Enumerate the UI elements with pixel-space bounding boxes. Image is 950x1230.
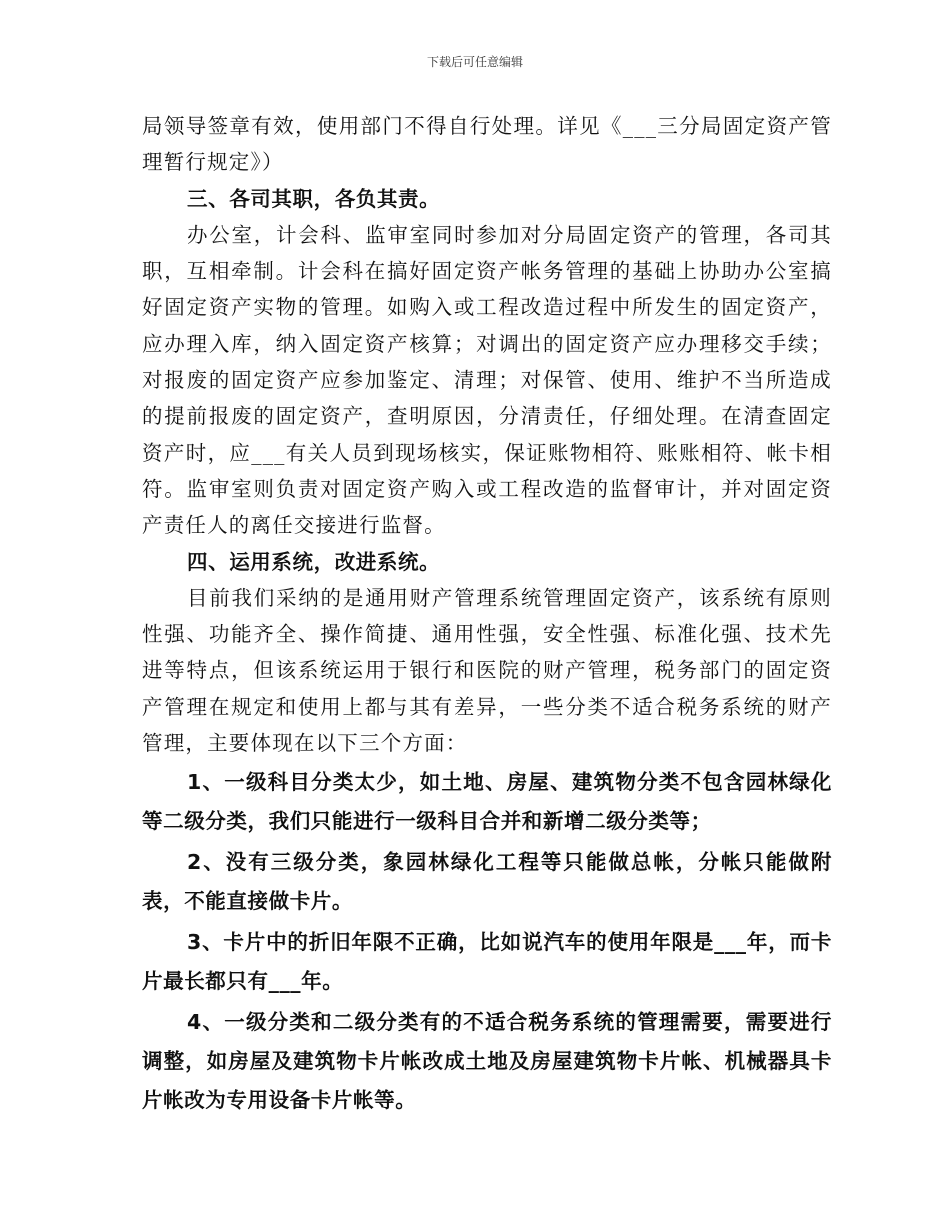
- list-item-1: 1、一级科目分类太少，如土地、房屋、建筑物分类不包含园林绿化等二级分类，我们只能进行一级科目合并和新增二级分类等；: [142, 770, 832, 834]
- paragraph-system: 目前我们采纳的是通用财产管理系统管理固定资产，该系统有原则性强、功能齐全、操作简捷、通用性强，安全性强、标准化强、技术先进等特点，但该系统运用于银行和医院的财产管理，税务部门的固定资产管理在规定和使用上都与其有差异，一些分类不适合税务系统的财产管理，主要体现在以下三个方面：: [142, 585, 832, 756]
- paragraph-responsibilities: 办公室，计会科、监审室同时参加对分局固定资产的管理，各司其职，互相牵制。计会科在搞好固定资产帐务管理的基础上协助办公室搞好固定资产实物的管理。如购入或工程改造过程中所发生的固定资产，应办理入库，纳入固定资产核算；对调出的固定资产应办理移交手续；对报废的固定资产应参加鉴定、清理；对保管、使用、维护不当所造成的提前报废的固定资产，查明原因，分清责任，仔细处理。在清查固定资产时，应___有关人员到现场核实，保证账物相符、账账相符、帐卡相符。监审室则负责对固定资产购入或工程改造的监督审计，并对固定资产责任人的离任交接进行监督。: [142, 222, 832, 538]
- page-header: 下载后可任意编辑: [426, 55, 523, 69]
- paragraph-continuation: 局领导签章有效，使用部门不得自行处理。详见《___三分局固定资产管理暂行规定》）: [142, 114, 832, 175]
- list-item-3: 3、卡片中的折旧年限不正确，比如说汽车的使用年限是___年，而卡片最长都只有___年。: [142, 930, 832, 994]
- section-heading-4: 四、运用系统，改进系统。: [187, 549, 441, 574]
- list-item-4: 4、一级分类和二级分类有的不适合税务系统的管理需要，需要进行调整，如房屋及建筑物卡片帐改成土地及房屋建筑物卡片帐、机械器具卡片帐改为专用设备卡片帐等。: [142, 1010, 832, 1113]
- list-item-2: 2、没有三级分类，象园林绿化工程等只能做总帐，分帐只能做附表，不能直接做卡片。: [142, 850, 832, 914]
- document-body: [142, 108, 832, 1120]
- section-heading-3: 三、各司其职，各负其责。: [187, 186, 441, 211]
